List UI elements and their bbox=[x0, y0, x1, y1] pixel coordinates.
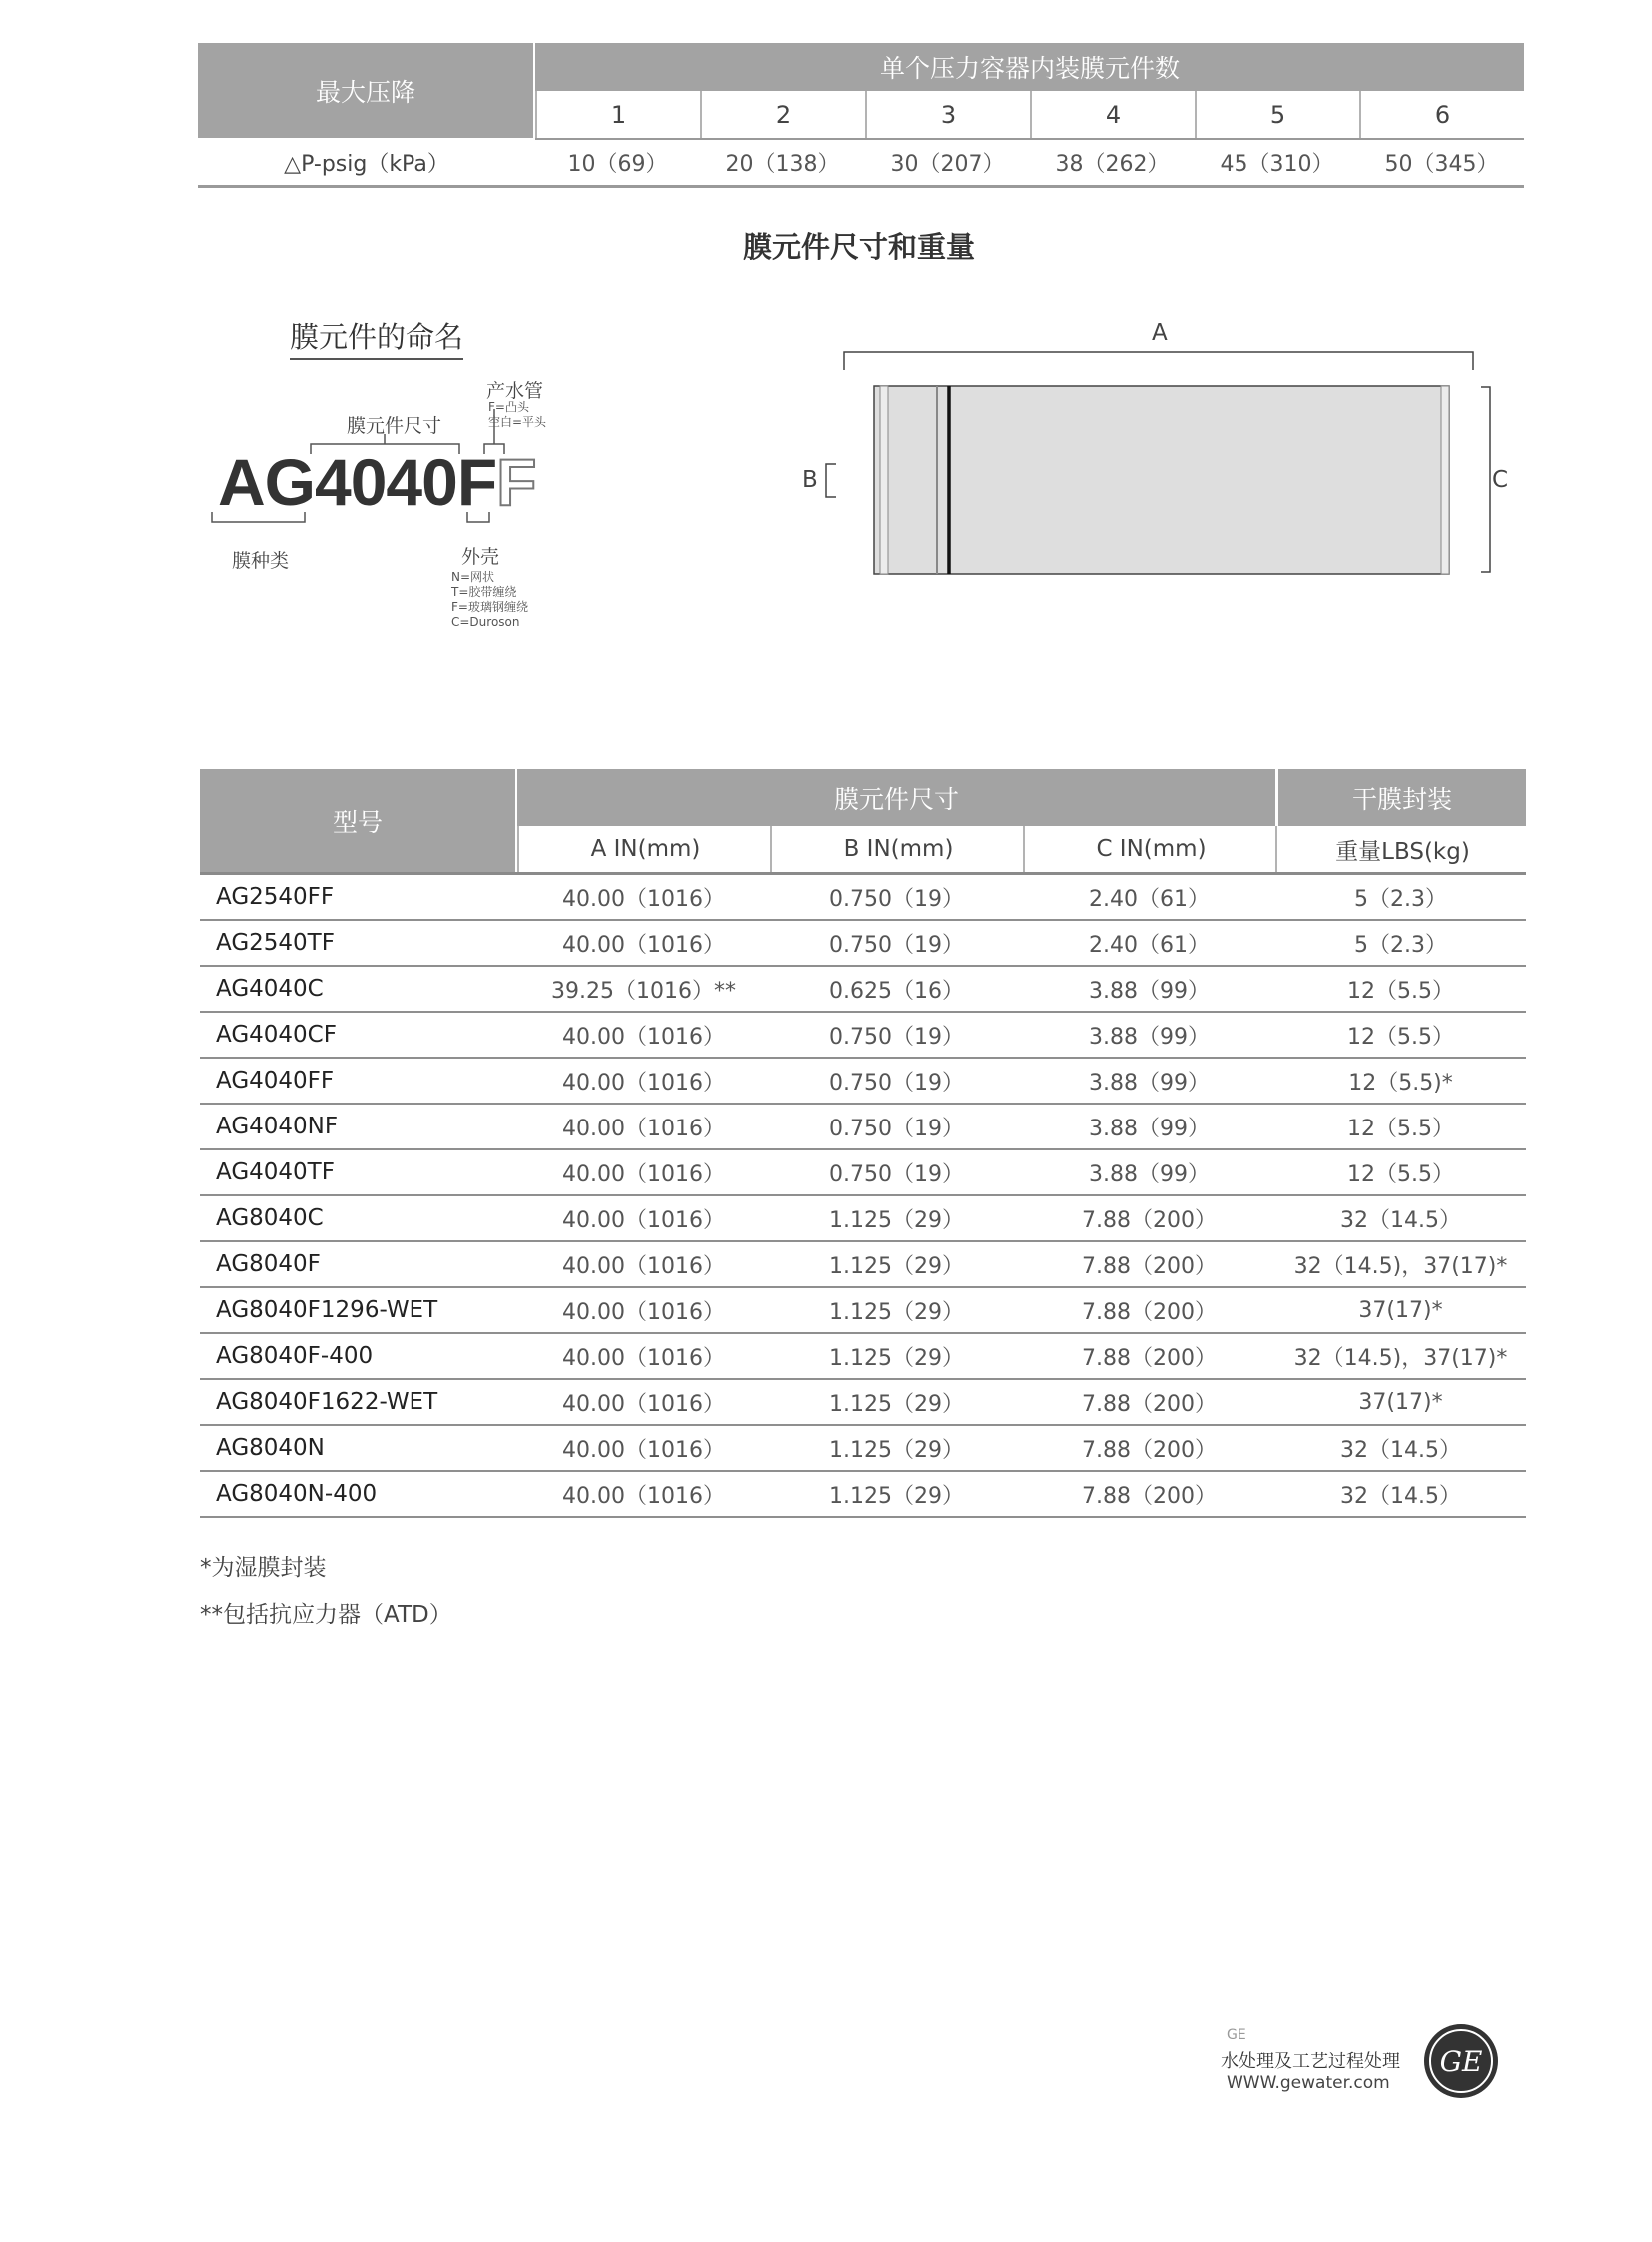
weight-cell: 5（2.3） bbox=[1354, 932, 1447, 958]
table-row bbox=[200, 1105, 1526, 1150]
footer-website[interactable]: WWW.gewater.com bbox=[1227, 2073, 1390, 2093]
permeate-option: 空白=平头 bbox=[488, 415, 547, 429]
col-a-header: A IN(mm) bbox=[517, 826, 772, 872]
dim-c-cell: 7.88（200） bbox=[1082, 1437, 1217, 1463]
model-cell: AG2540FF bbox=[216, 884, 335, 910]
footer-company: 水处理及工艺过程处理 bbox=[1221, 2051, 1400, 2072]
weight-cell: 12（5.5） bbox=[1347, 1161, 1454, 1187]
shell-option: T=胶带缠绕 bbox=[451, 585, 517, 599]
model-cell: AG8040F bbox=[216, 1251, 321, 1277]
dim-b-cell: 1.125（29） bbox=[829, 1391, 964, 1417]
weight-cell: 32（14.5） bbox=[1340, 1483, 1461, 1509]
dim-b-cell: 0.750（19） bbox=[829, 1024, 964, 1050]
model-code-main: AG4040F bbox=[218, 445, 497, 519]
table-row bbox=[200, 1334, 1526, 1380]
element-count: 6 bbox=[1359, 91, 1524, 138]
permeate-tube-label: 产水管 bbox=[486, 380, 544, 402]
dim-a-cell: 40.00（1016） bbox=[562, 1161, 725, 1187]
pressure-drop-value: 10（69） bbox=[567, 152, 668, 177]
ge-logo-icon bbox=[1423, 2023, 1499, 2099]
model-cell: AG4040NF bbox=[216, 1114, 339, 1139]
model-cell: AG8040N bbox=[216, 1435, 325, 1461]
weight-cell: 37(17)* bbox=[1358, 1389, 1443, 1415]
model-cell: AG4040TF bbox=[216, 1159, 335, 1185]
dim-b-cell: 0.625（16） bbox=[829, 978, 964, 1004]
pressure-drop-row bbox=[198, 140, 1524, 188]
weight-cell: 5（2.3） bbox=[1354, 886, 1447, 912]
model-cell: AG8040F1296-WET bbox=[216, 1297, 438, 1323]
dim-c-cell: 7.88（200） bbox=[1082, 1391, 1217, 1417]
dim-c-cell: 3.88（99） bbox=[1089, 1116, 1210, 1141]
shell-option: N=网状 bbox=[451, 570, 495, 584]
weight-cell: 32（14.5） bbox=[1340, 1207, 1461, 1233]
dim-a-cell: 40.00（1016） bbox=[562, 1437, 725, 1463]
size-label: 膜元件尺寸 bbox=[347, 415, 442, 437]
model-cell: AG8040F1622-WET bbox=[216, 1389, 438, 1415]
model-cell: AG4040C bbox=[216, 976, 324, 1002]
shell-option: C=Duroson bbox=[451, 615, 520, 629]
dimension-label-b: B bbox=[802, 467, 818, 493]
dimension-label-c: C bbox=[1492, 467, 1509, 493]
dim-b-cell: 1.125（29） bbox=[829, 1299, 964, 1325]
dim-a-cell: 39.25（1016）** bbox=[551, 978, 736, 1004]
dim-a-cell: 40.00（1016） bbox=[562, 1116, 725, 1141]
dim-a-cell: 40.00（1016） bbox=[562, 886, 725, 912]
dim-c-cell: 2.40（61） bbox=[1089, 886, 1210, 912]
table-row bbox=[200, 1196, 1526, 1242]
model-code-example bbox=[218, 444, 535, 520]
dim-c-cell: 7.88（200） bbox=[1082, 1345, 1217, 1371]
table-row bbox=[200, 1059, 1526, 1105]
col-b-header: B IN(mm) bbox=[770, 826, 1025, 872]
dim-c-cell: 3.88（99） bbox=[1089, 978, 1210, 1004]
dim-a-cell: 40.00（1016） bbox=[562, 1391, 725, 1417]
table-row bbox=[200, 1150, 1526, 1196]
ge-logo-text: GE bbox=[1439, 2045, 1483, 2078]
dim-b-cell: 0.750（19） bbox=[829, 1070, 964, 1096]
footer-ge: GE bbox=[1227, 2027, 1246, 2043]
dim-c-cell: 3.88（99） bbox=[1089, 1024, 1210, 1050]
weight-cell: 12（5.5） bbox=[1347, 978, 1454, 1004]
pressure-drop-label: △P-psig（kPa） bbox=[284, 152, 449, 177]
model-column-header: 型号 bbox=[200, 769, 515, 872]
naming-title: 膜元件的命名 bbox=[290, 315, 463, 360]
dim-c-cell: 3.88（99） bbox=[1089, 1070, 1210, 1096]
membrane-type-label: 膜种类 bbox=[232, 550, 290, 572]
model-code-suffix: F bbox=[496, 445, 536, 519]
element-count: 3 bbox=[865, 91, 1030, 138]
dim-a-cell: 40.00（1016） bbox=[562, 1253, 725, 1279]
table-row bbox=[200, 1288, 1526, 1334]
dimension-label-a: A bbox=[1152, 320, 1168, 346]
dim-a-cell: 40.00（1016） bbox=[562, 1299, 725, 1325]
dim-c-cell: 7.88（200） bbox=[1082, 1207, 1217, 1233]
dim-b-cell: 1.125（29） bbox=[829, 1207, 964, 1233]
dimensions-column-header: 膜元件尺寸 bbox=[517, 769, 1275, 826]
dim-b-cell: 0.750（19） bbox=[829, 1116, 964, 1141]
table-row bbox=[200, 1472, 1526, 1518]
model-cell: AG8040C bbox=[216, 1205, 324, 1231]
dim-c-cell: 3.88（99） bbox=[1089, 1161, 1210, 1187]
dim-b-cell: 1.125（29） bbox=[829, 1483, 964, 1509]
model-cell: AG4040FF bbox=[216, 1068, 335, 1094]
table-row bbox=[200, 1380, 1526, 1426]
dim-b-cell: 1.125（29） bbox=[829, 1345, 964, 1371]
table-row bbox=[200, 967, 1526, 1013]
weight-cell: 32（14.5） bbox=[1340, 1437, 1461, 1463]
dim-b-cell: 0.750（19） bbox=[829, 1161, 964, 1187]
dim-c-cell: 7.88（200） bbox=[1082, 1253, 1217, 1279]
dim-a-cell: 40.00（1016） bbox=[562, 932, 725, 958]
dim-b-cell: 1.125（29） bbox=[829, 1437, 964, 1463]
dim-a-cell: 40.00（1016） bbox=[562, 1070, 725, 1096]
col-c-header: C IN(mm) bbox=[1023, 826, 1277, 872]
dim-a-cell: 40.00（1016） bbox=[562, 1024, 725, 1050]
dim-b-cell: 1.125（29） bbox=[829, 1253, 964, 1279]
table-row bbox=[200, 875, 1526, 921]
element-dimension-diagram bbox=[794, 320, 1523, 579]
pressure-drop-value: 50（345） bbox=[1384, 152, 1499, 177]
pressure-drop-value: 30（207） bbox=[890, 152, 1005, 177]
element-count: 2 bbox=[700, 91, 865, 138]
element-table-body bbox=[200, 875, 1526, 1518]
table-row bbox=[200, 1426, 1526, 1472]
shell-label: 外壳 bbox=[461, 546, 500, 568]
col-weight-header: 重量LBS(kg) bbox=[1275, 826, 1528, 872]
model-cell: AG8040F-400 bbox=[216, 1343, 374, 1369]
model-cell: AG2540TF bbox=[216, 930, 335, 956]
weight-cell: 12（5.5)* bbox=[1348, 1070, 1453, 1096]
shell-option: F=玻璃钢缠绕 bbox=[451, 600, 528, 614]
table-row bbox=[200, 921, 1526, 967]
pressure-drop-value: 38（262） bbox=[1055, 152, 1170, 177]
dim-a-cell: 40.00（1016） bbox=[562, 1483, 725, 1509]
element-count: 5 bbox=[1195, 91, 1359, 138]
weight-cell: 37(17)* bbox=[1358, 1297, 1443, 1323]
max-pressure-drop-header: 最大压降 bbox=[198, 43, 533, 138]
weight-cell: 32（14.5)，37(17)* bbox=[1293, 1345, 1508, 1371]
dim-b-cell: 0.750（19） bbox=[829, 932, 964, 958]
table-row bbox=[200, 1242, 1526, 1288]
dim-c-cell: 7.88（200） bbox=[1082, 1299, 1217, 1325]
element-count: 1 bbox=[535, 91, 700, 138]
section-title: 膜元件尺寸和重量 bbox=[742, 230, 975, 264]
weight-cell: 12（5.5） bbox=[1347, 1116, 1454, 1141]
dim-b-cell: 0.750（19） bbox=[829, 886, 964, 912]
dim-c-cell: 7.88（200） bbox=[1082, 1483, 1217, 1509]
element-count-row bbox=[535, 91, 1524, 140]
dim-a-cell: 40.00（1016） bbox=[562, 1207, 725, 1233]
model-cell: AG8040N-400 bbox=[216, 1481, 378, 1507]
model-cell: AG4040CF bbox=[216, 1022, 337, 1048]
weight-cell: 32（14.5)，37(17)* bbox=[1293, 1253, 1508, 1279]
footnote-wet: *为湿膜封装 bbox=[200, 1555, 327, 1581]
permeate-option: F=凸头 bbox=[488, 400, 529, 414]
elements-per-vessel-header: 单个压力容器内装膜元件数 bbox=[535, 43, 1524, 91]
dry-packaging-column-header: 干膜封装 bbox=[1278, 769, 1526, 826]
element-count: 4 bbox=[1030, 91, 1195, 138]
footnote-atd: **包括抗应力器（ATD） bbox=[200, 1602, 452, 1628]
dim-a-cell: 40.00（1016） bbox=[562, 1345, 725, 1371]
pressure-drop-value: 45（310） bbox=[1220, 152, 1334, 177]
pressure-drop-value: 20（138） bbox=[725, 152, 840, 177]
table-row bbox=[200, 1013, 1526, 1059]
dim-c-cell: 2.40（61） bbox=[1089, 932, 1210, 958]
weight-cell: 12（5.5） bbox=[1347, 1024, 1454, 1050]
